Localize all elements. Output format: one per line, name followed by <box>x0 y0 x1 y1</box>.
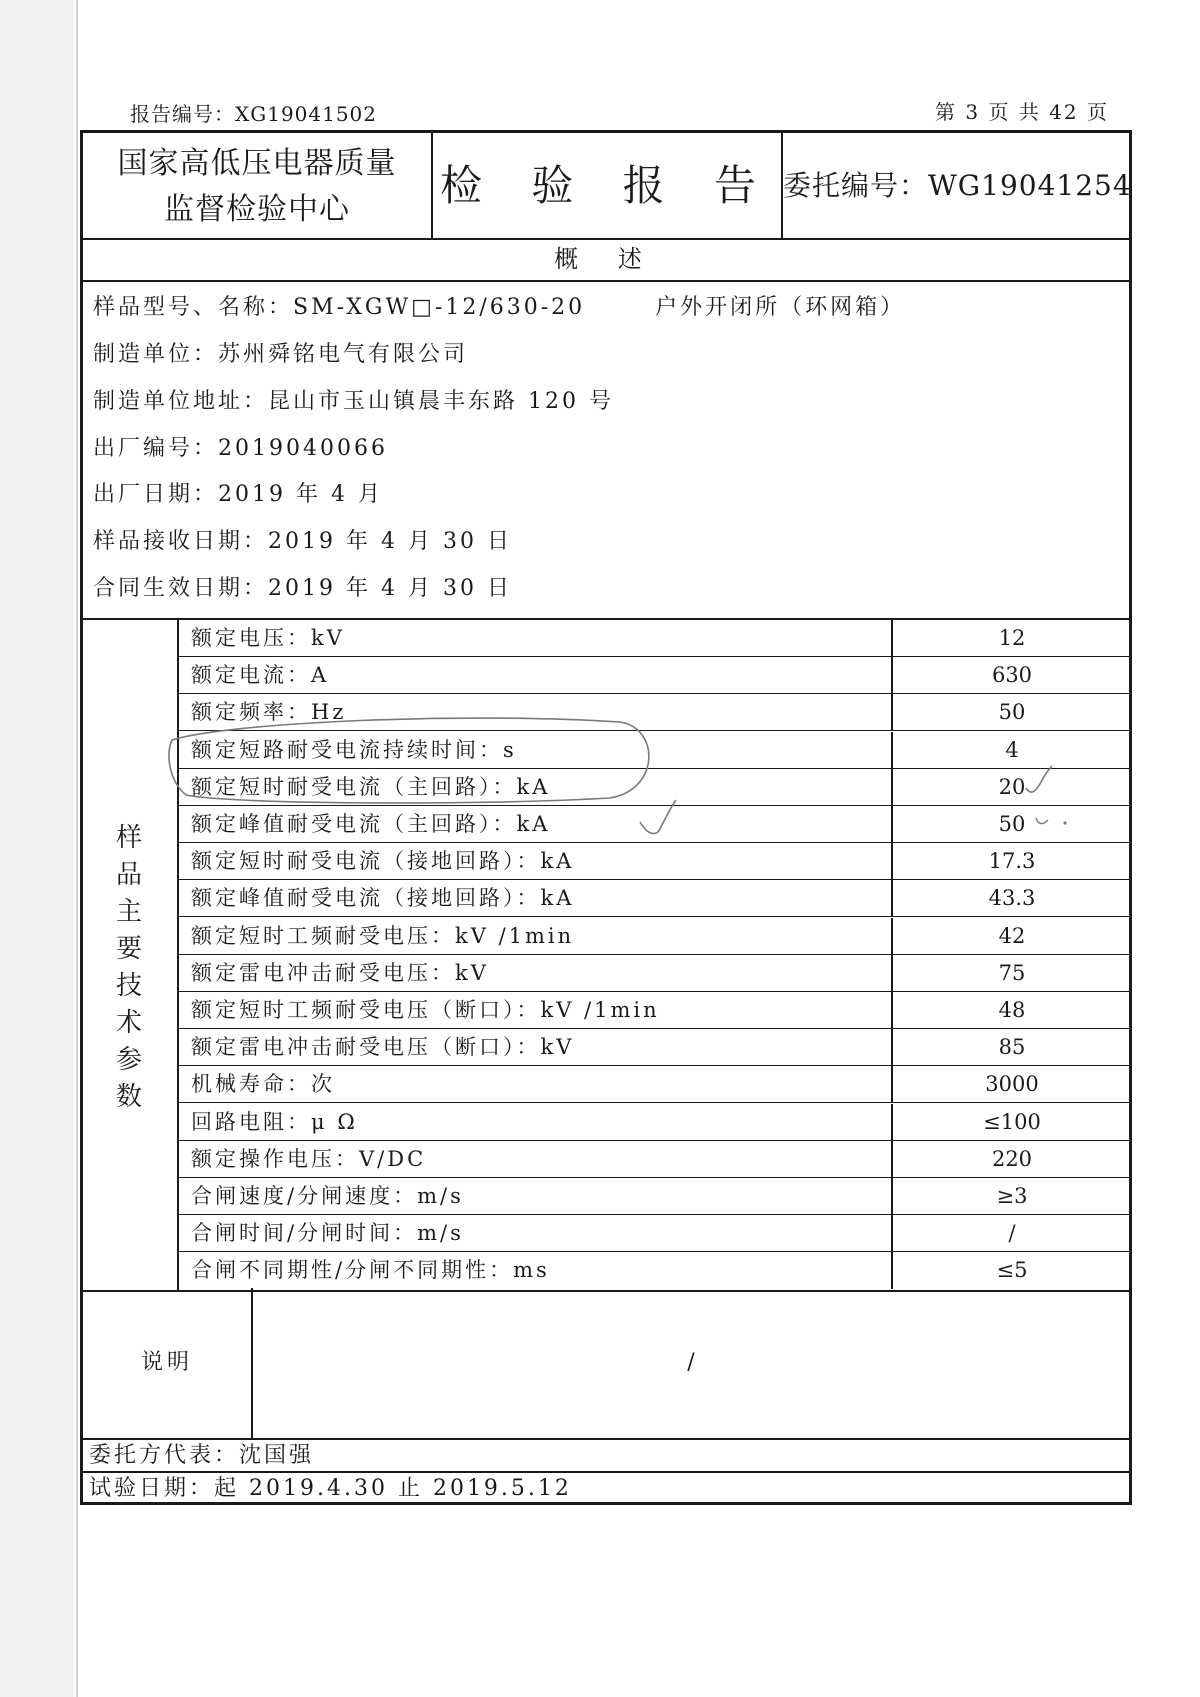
parameter-value: 4 <box>891 732 1131 769</box>
report-title: 检 验 报 告 <box>433 133 783 238</box>
parameters-label-char: 参 <box>115 1045 142 1075</box>
org-line-2: 监督检验中心 <box>164 192 350 227</box>
table-row <box>179 620 1129 657</box>
table-row <box>179 880 1129 917</box>
parameter-value: 12 <box>891 620 1131 657</box>
parameter-name: 额定操作电压：V/DC <box>191 1146 427 1171</box>
parameter-name: 额定雷电冲击耐受电压（断口）：kV <box>191 1035 575 1060</box>
note-value: / <box>687 1350 695 1375</box>
table-row <box>179 1252 1129 1289</box>
table-row <box>179 955 1129 992</box>
parameter-value: 3000 <box>891 1066 1131 1103</box>
parameter-value: 42 <box>891 918 1131 955</box>
report-table <box>80 130 1132 1505</box>
test-date: 试验日期：起 2019.4.30 止 2019.5.12 <box>89 1476 572 1501</box>
parameter-value: 85 <box>891 1029 1131 1066</box>
parameter-name: 额定短时工频耐受电压（断口）：kV /1min <box>191 998 660 1022</box>
parameters-label-column <box>83 620 179 1290</box>
table-row <box>179 1104 1129 1141</box>
parameter-name: 合闸时间/分闸时间：m/s <box>191 1221 464 1246</box>
report-number: 报告编号：XG19041502 <box>130 102 378 126</box>
parameters-label-char: 品 <box>115 860 142 890</box>
model-line <box>93 290 905 321</box>
parameter-value: 630 <box>891 657 1131 694</box>
parameter-name: 额定频率：Hz <box>191 700 347 725</box>
parameter-value: / <box>891 1215 1131 1252</box>
parameter-name: 额定电压：kV <box>191 626 345 650</box>
table-row <box>179 1178 1129 1215</box>
scan-edge-shadow <box>0 0 74 1697</box>
model-name: 户外开闭所（环网箱） <box>655 295 906 320</box>
parameter-name: 额定短时耐受电流（接地回路）：kA <box>191 849 575 874</box>
table-row <box>179 732 1129 769</box>
table-row <box>179 694 1129 731</box>
parameters-vertical-label <box>109 820 149 1116</box>
entrust-number: 委托编号：WG19041254 <box>783 169 1132 202</box>
table-row <box>179 769 1129 806</box>
parameter-value: 17.3 <box>891 843 1131 880</box>
parameter-name: 额定峰值耐受电流（主回路）：kA <box>191 812 551 836</box>
parameter-name: 额定雷电冲击耐受电压：kV <box>191 960 489 985</box>
manufacturer-address: 制造单位地址：昆山市玉山镇晨丰东路 120 号 <box>93 389 614 414</box>
title-row <box>83 133 1132 240</box>
parameter-value: 50 <box>891 806 1131 843</box>
table-row <box>179 1066 1129 1103</box>
note-label: 说明 <box>83 1288 253 1438</box>
table-row <box>179 806 1129 843</box>
sample-receive-date: 样品接收日期：2019 年 4 月 30 日 <box>93 529 512 554</box>
table-row <box>179 843 1129 880</box>
binding-margin-line <box>76 0 78 1697</box>
parameter-value: 50 <box>891 694 1131 731</box>
org-line-1: 国家高低压电器质量 <box>117 146 397 181</box>
issuing-organization <box>83 133 433 238</box>
technical-parameters-table <box>83 618 1129 1292</box>
parameter-name: 额定短时工频耐受电压：kV /1min <box>191 923 575 948</box>
parameter-value: 20 <box>891 769 1131 806</box>
parameter-value: 220 <box>891 1141 1131 1178</box>
table-row <box>179 1141 1129 1178</box>
table-row <box>179 1215 1129 1252</box>
note-row <box>83 1288 1129 1440</box>
parameter-name: 额定短路耐受电流持续时间：s <box>191 737 517 762</box>
parameters-label-char: 样 <box>115 823 142 853</box>
parameter-value: 48 <box>891 992 1131 1029</box>
parameter-name: 额定峰值耐受电流（接地回路）：kA <box>191 886 575 911</box>
model-value: SM-XGW□-12/630-20 <box>293 295 586 320</box>
client-representative: 委托方代表：沈国强 <box>83 1438 1129 1473</box>
parameter-value: ≤100 <box>891 1104 1131 1141</box>
model-label: 样品型号、名称： <box>93 295 294 320</box>
parameter-value: 75 <box>891 955 1131 992</box>
parameter-name: 额定短时耐受电流（主回路）：kA <box>191 774 551 799</box>
table-row <box>179 657 1129 694</box>
parameter-name: 额定电流：A <box>191 663 330 688</box>
manufacturer: 制造单位：苏州舜铭电气有限公司 <box>93 342 469 367</box>
serial-number: 出厂编号：2019040066 <box>93 436 388 461</box>
parameter-value: 43.3 <box>891 880 1131 917</box>
contract-effective-date: 合同生效日期：2019 年 4 月 30 日 <box>93 576 512 601</box>
parameter-name: 回路电阻：μ Ω <box>191 1109 358 1134</box>
parameters-label-char: 要 <box>115 934 142 964</box>
parameter-value: ≥3 <box>891 1178 1131 1215</box>
overview-heading: 概 述 <box>83 238 1129 282</box>
parameters-label-char: 术 <box>115 1008 142 1038</box>
page-info: 第 3 页 共 42 页 <box>935 100 1109 124</box>
parameters-label-char: 主 <box>115 897 142 927</box>
parameter-name: 合闸速度/分闸速度：m/s <box>191 1184 464 1208</box>
table-row <box>179 918 1129 955</box>
parameter-value: ≤5 <box>891 1252 1131 1289</box>
parameter-name: 机械寿命：次 <box>191 1072 335 1097</box>
table-row <box>179 1029 1129 1066</box>
parameters-label-char: 数 <box>115 1082 142 1112</box>
parameters-label-char: 技 <box>115 971 142 1001</box>
production-date: 出厂日期：2019 年 4 月 <box>93 482 383 507</box>
table-row <box>179 992 1129 1029</box>
parameter-name: 合闸不同期性/分闸不同期性：ms <box>191 1258 550 1283</box>
